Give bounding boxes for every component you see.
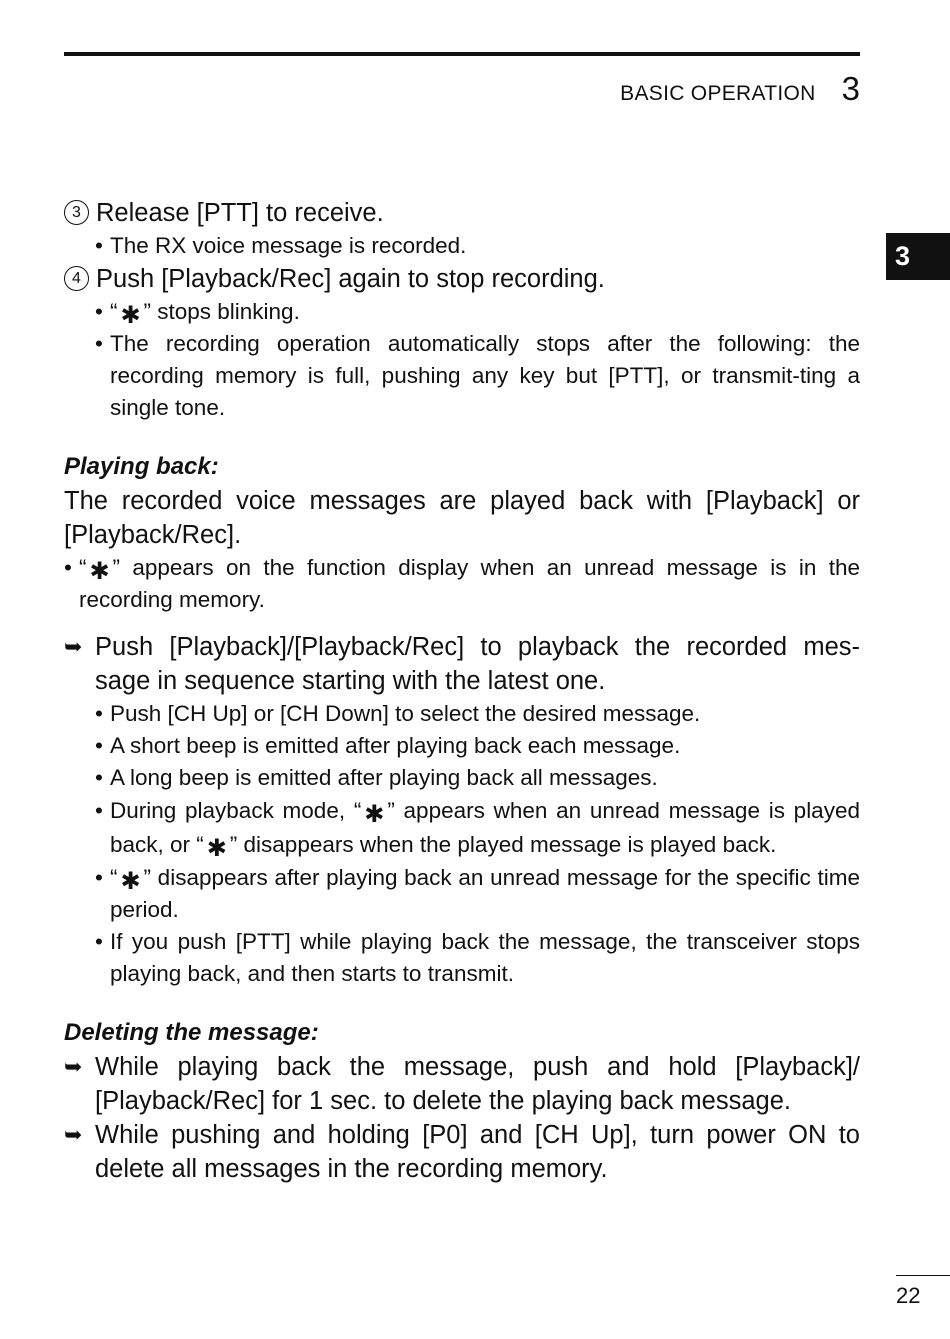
bullet-item: • “ ✱ ” disappears after playing back an unread message for the specific time period. [95, 862, 860, 926]
bullet-item: • “ ✱ ” stops blinking. [95, 296, 860, 328]
bullet-item: • The recording operation automatically stops after the following: the recording memory is full, pushing any key but [PTT], or transmit-ting a single tone. [95, 328, 860, 424]
voice-message-icon: ✱ [120, 868, 141, 895]
bullet-item: • A short beep is emitted after playing back each message. [95, 730, 860, 762]
bullet-item: • The RX voice message is recorded. [95, 230, 860, 262]
arrow-icon: ➥ [64, 634, 83, 659]
header-rule [64, 52, 860, 56]
step-number: 4 [64, 266, 89, 291]
step-4 [64, 262, 860, 296]
page-header [620, 70, 860, 108]
step-4-bullets [64, 296, 860, 424]
step-text: Release [PTT] to receive. [96, 199, 384, 227]
page-number: 22 [896, 1283, 921, 1308]
step-3 [64, 196, 860, 230]
delete-action [64, 1050, 860, 1118]
voice-message-icon: ✱ [206, 835, 227, 862]
deleting-heading: Deleting the message: [64, 1019, 319, 1046]
delete-all-action [64, 1118, 860, 1186]
playing-back-heading: Playing back: [64, 453, 219, 480]
action-text: While pushing and holding [P0] and [CH Up], turn power ON to delete all messages in the recording memory. [95, 1121, 860, 1183]
arrow-icon: ➥ [64, 1122, 83, 1147]
action-text: Push [Playback]/[Playback/Rec] to playback the recorded mes-sage in sequence starting with the latest one. [95, 633, 860, 695]
page-content [64, 196, 860, 1186]
voice-message-icon: ✱ [364, 801, 385, 828]
action-text: While playing back the message, push and hold [Playback]/ [Playback/Rec] for 1 sec. to delete the playing back message. [95, 1053, 860, 1115]
step-number: 3 [64, 200, 89, 225]
section-number: 3 [841, 70, 860, 107]
bullet-item: • A long beep is emitted after playing back all messages. [95, 762, 860, 794]
voice-message-icon: ✱ [89, 558, 110, 585]
arrow-icon: ➥ [64, 1054, 83, 1079]
playback-bullets [64, 698, 860, 990]
playing-back-intro: The recorded voice messages are played back with [Playback] or [Playback/Rec]. [64, 487, 860, 549]
footer-rule [896, 1275, 950, 1276]
voice-message-icon: ✱ [120, 302, 141, 329]
step-3-bullets [64, 230, 860, 262]
bullet-item: • If you push [PTT] while playing back the message, the transceiver stops playing back, and then starts to transmit. [95, 926, 860, 990]
bullet-item: • Push [CH Up] or [CH Down] to select the desired message. [95, 698, 860, 730]
bullet-item: • During playback mode, “ ✱ ” appears when an unread message is played back, or “ ✱ ” disappears when the played message is played back. [95, 794, 860, 862]
playing-back-note: • “ ✱ ” appears on the function display when an unread message is in the recording memory. [64, 552, 860, 616]
chapter-tab: 3 [886, 233, 950, 280]
section-title: BASIC OPERATION [620, 82, 816, 105]
playback-action [64, 630, 860, 698]
step-text: Push [Playback/Rec] again to stop recording. [96, 265, 605, 293]
